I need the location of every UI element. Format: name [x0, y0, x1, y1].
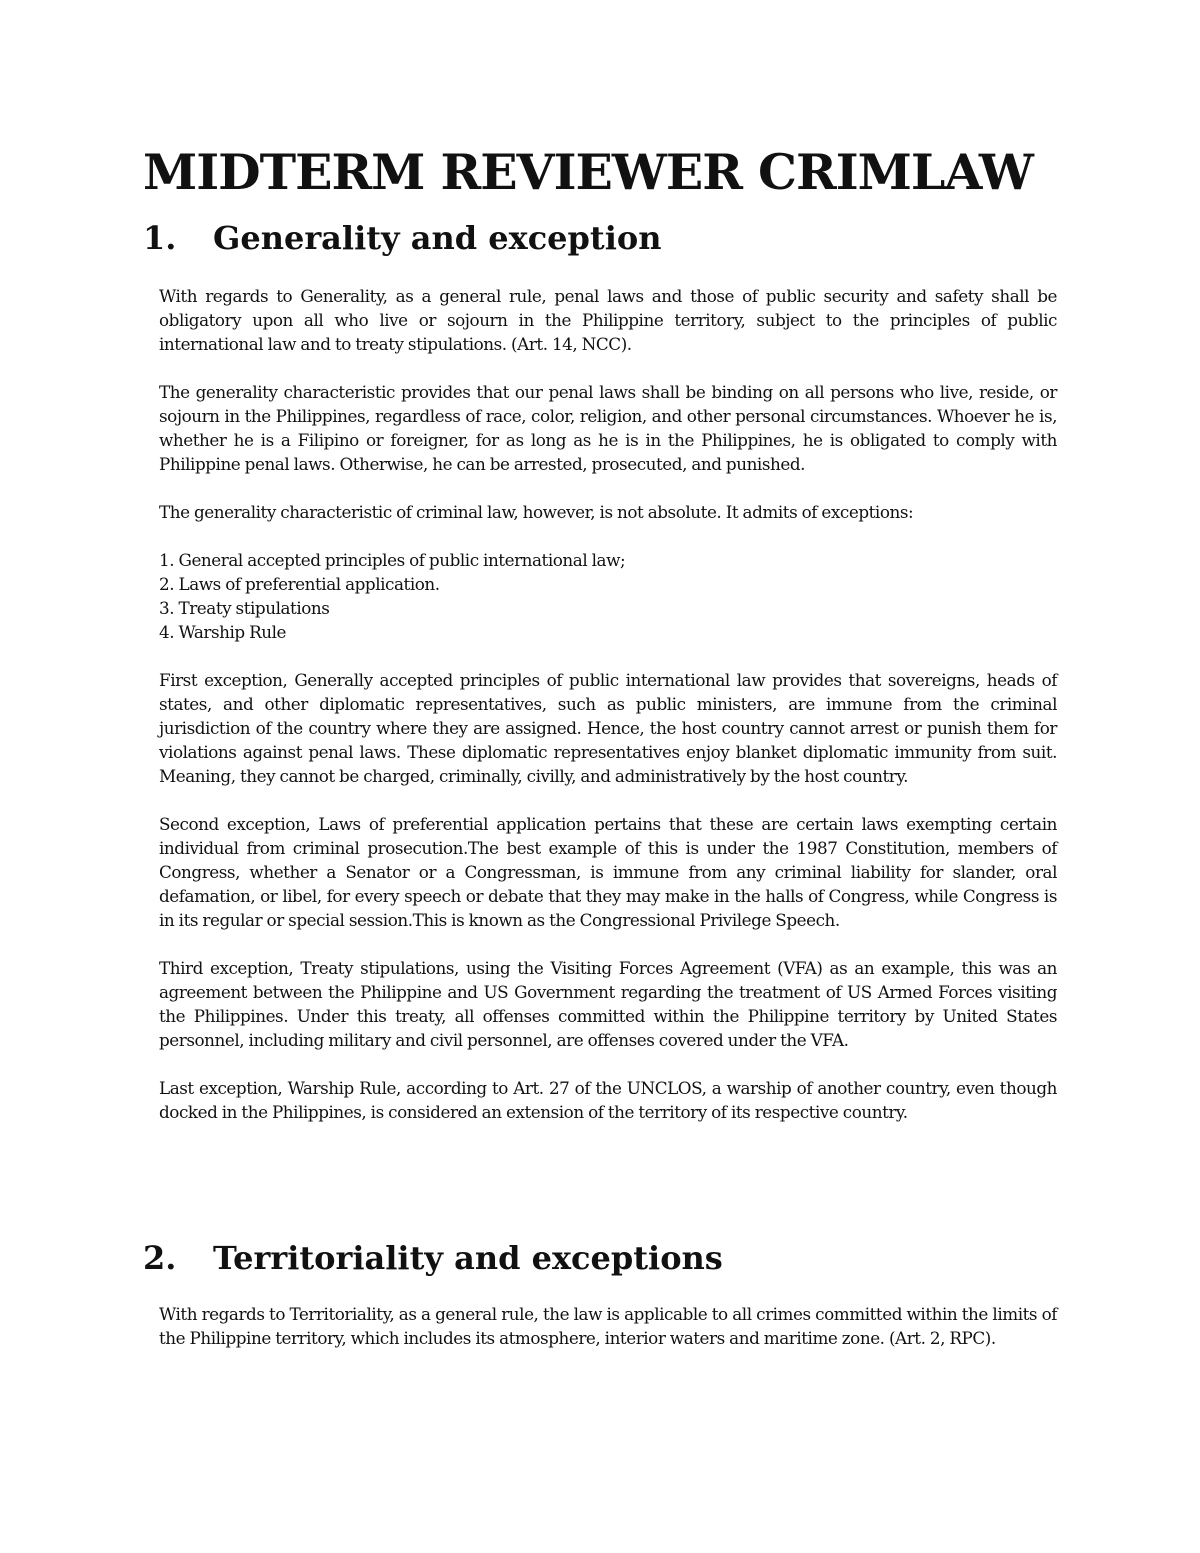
paragraph-third-exception: Third exception, Treaty stipulations, using the Visiting Forces Agreement (VFA) as an example, this was an agreement between the Philippine and US Government regarding the treatment of US Armed Forces visiting the Philippines. Under this treaty, all offenses committed within the Philippine territory by United States personnel, including military and civil personnel, are offenses covered under the VFA.	[159, 958, 1057, 1050]
paragraph-territoriality-rule: With regards to Territoriality, as a general rule, the law is applicable to all crimes committed within the limits of the Philippine territory, which includes its atmosphere, interior waters and maritime zone. (Art. 2, RPC).	[159, 1304, 1057, 1348]
section-2-heading	[143, 1238, 1103, 1278]
paragraph-generality-characteristic: The generality characteristic provides that our penal laws shall be binding on all persons who live, reside, or sojourn in the Philippines, regardless of race, color, religion, and other personal circumstances. Whoever he is, whether he is a Filipino or foreigner, for as long as he is in the Philippines, he is obligated to comply with Philippine penal laws. Otherwise, he can be arrested, prosecuted, and punished.	[159, 382, 1057, 474]
paragraph-last-exception: Last exception, Warship Rule, according to Art. 27 of the UNCLOS, a warship of another country, even though docked in the Philippines, is considered an extension of the territory of its respective country.	[159, 1078, 1057, 1122]
exceptions-list	[159, 548, 1057, 644]
section-1-body	[159, 284, 1057, 1124]
list-item: 3. Treaty stipulations	[159, 598, 330, 618]
document-title: MIDTERM REVIEWER CRIMLAW	[143, 143, 1033, 201]
list-item: 2. Laws of preferential application.	[159, 574, 440, 594]
section-1-heading	[143, 218, 1103, 258]
section-2-number: 2.	[143, 1239, 177, 1277]
section-1-number: 1.	[143, 219, 177, 257]
paragraph-exceptions-intro: The generality characteristic of criminal law, however, is not absolute. It admits of exceptions:	[159, 502, 914, 522]
section-2-body	[159, 1302, 1057, 1350]
section-2-heading-text: Territoriality and exceptions	[213, 1239, 723, 1277]
list-item: 4. Warship Rule	[159, 622, 287, 642]
section-1-heading-text: Generality and exception	[213, 219, 662, 257]
paragraph-second-exception: Second exception, Laws of preferential application pertains that these are certain laws exempting certain individual from criminal prosecution.The best example of this is under the 1987 Constitution, members of Congress, whether a Senator or a Congressman, is immune from any criminal liability for slander, oral defamation, or libel, for every speech or debate that they may make in the halls of Congress, while Congress is in its regular or special session.This is known as the Congressional Privilege Speech.	[159, 814, 1057, 930]
list-item: 1. General accepted principles of public international law;	[159, 550, 626, 570]
paragraph-first-exception: First exception, Generally accepted principles of public international law provides that sovereigns, heads of states, and other diplomatic representatives, such as public ministers, are immune from the criminal jurisdiction of the country where they are assigned. Hence, the host country cannot arrest or punish them for violations against penal laws. These diplomatic representatives enjoy blanket diplomatic immunity from suit. Meaning, they cannot be charged, criminally, civilly, and administratively by the host country.	[159, 670, 1057, 786]
paragraph-generality-rule: With regards to Generality, as a general rule, penal laws and those of public security and safety shall be obligatory upon all who live or sojourn in the Philippine territory, subject to the principles of public international law and to treaty stipulations. (Art. 14, NCC).	[159, 286, 1057, 354]
